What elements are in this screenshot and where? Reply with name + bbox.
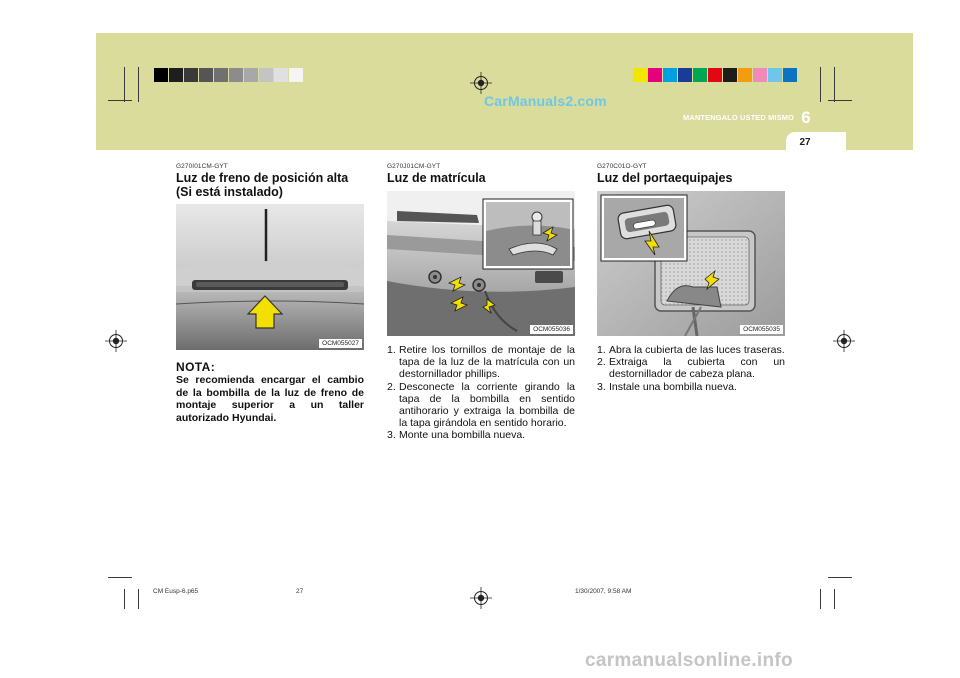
crop-mark	[834, 67, 835, 102]
color-swatch	[154, 68, 169, 82]
section-number: 6	[801, 108, 811, 127]
crop-mark	[108, 577, 132, 578]
color-swatch	[783, 68, 798, 82]
color-swatch	[738, 68, 753, 82]
registration-mark-icon	[105, 330, 127, 352]
color-swatch	[289, 68, 304, 82]
crop-mark	[820, 67, 821, 102]
color-swatch	[678, 68, 693, 82]
list-item: 3. Monte una bombilla nueva.	[387, 429, 526, 442]
section-heading: Luz de freno de posición alta (Si está instalado)	[176, 171, 349, 199]
registration-mark-icon	[470, 587, 492, 609]
note-body: Se recomienda encargar el cambio de la bombilla de la luz de freno de montaje superior a un taller autorizado Hyundai.	[176, 374, 364, 424]
section-code: G270J01CM-GYT	[387, 163, 441, 170]
figure-license-plate-light	[387, 191, 575, 336]
watermark-carmanuals2[interactable]: CarManuals2.com	[484, 93, 607, 109]
watermark-carmanualsonline[interactable]: carmanualsonline.info	[585, 650, 793, 671]
color-swatch	[274, 68, 289, 82]
registration-mark-icon	[470, 72, 492, 94]
footer-page-number: 27	[296, 588, 304, 595]
figure-cargo-light	[597, 191, 785, 336]
steps-list	[597, 344, 785, 393]
figure-label: OCM055036	[530, 325, 573, 334]
color-swatch	[184, 68, 199, 82]
high-brake-light-illustration	[176, 204, 364, 350]
crop-mark	[138, 67, 139, 102]
crop-mark	[834, 589, 835, 609]
steps-list	[387, 344, 575, 442]
crop-mark	[124, 589, 125, 609]
list-item: 3. Instale una bombilla nueva.	[597, 380, 737, 393]
page-number: 27	[799, 137, 811, 148]
column-cargo-light	[597, 163, 785, 393]
color-swatch	[663, 68, 678, 82]
color-swatch	[723, 68, 738, 82]
color-swatch	[199, 68, 214, 82]
crop-mark	[820, 589, 821, 609]
color-swatch	[693, 68, 708, 82]
color-swatch	[633, 68, 648, 82]
list-item: 1. Abra la cubierta de las luces traseras.	[597, 344, 785, 356]
figure-label: OCM055027	[319, 339, 362, 348]
crop-mark	[828, 577, 852, 578]
grayscale-color-bar	[154, 68, 304, 82]
column-license-plate-light	[387, 163, 575, 442]
crop-mark	[108, 100, 132, 101]
color-swatch	[708, 68, 723, 82]
color-swatch	[259, 68, 274, 82]
color-swatch	[753, 68, 768, 82]
color-swatch	[768, 68, 783, 82]
crop-mark	[124, 67, 125, 102]
footer-timestamp: 1/30/2007, 9:58 AM	[575, 588, 632, 595]
crop-mark	[138, 589, 139, 609]
section-title: MANTENGALO USTED MISMO	[683, 113, 794, 122]
list-item: 2. Extraiga la cubierta con un destornillador de cabeza plana.	[597, 356, 785, 381]
registration-mark-icon	[833, 330, 855, 352]
section-heading: Luz del portaequipajes	[597, 171, 733, 185]
section-code: G270C01O-GYT	[597, 163, 647, 170]
footer-file-name: CM Eusp-6.p65	[153, 588, 199, 595]
process-color-bar	[633, 68, 798, 82]
color-swatch	[214, 68, 229, 82]
crop-mark	[828, 100, 852, 101]
color-swatch	[169, 68, 184, 82]
column-high-brake-light	[176, 163, 364, 424]
figure-high-brake-light	[176, 204, 364, 350]
color-swatch	[229, 68, 244, 82]
list-item: 2. Desconecte la corriente girando la tapa de la bombilla en sentido antihorario y extraiga la bombilla de la tapa girándola en sentido horario.	[387, 380, 575, 430]
list-item: 1. Retire los tornillos de montaje de la tapa de la luz de la matrícula con un destornillador phillips.	[387, 344, 575, 381]
cargo-light-illustration	[597, 191, 785, 336]
note-heading: NOTA:	[176, 360, 216, 374]
figure-label: OCM055035	[740, 325, 783, 334]
color-swatch	[244, 68, 259, 82]
license-plate-light-illustration	[387, 191, 575, 336]
section-code: G270I01CM-GYT	[176, 163, 228, 170]
section-heading: Luz de matrícula	[387, 171, 486, 185]
color-swatch	[648, 68, 663, 82]
